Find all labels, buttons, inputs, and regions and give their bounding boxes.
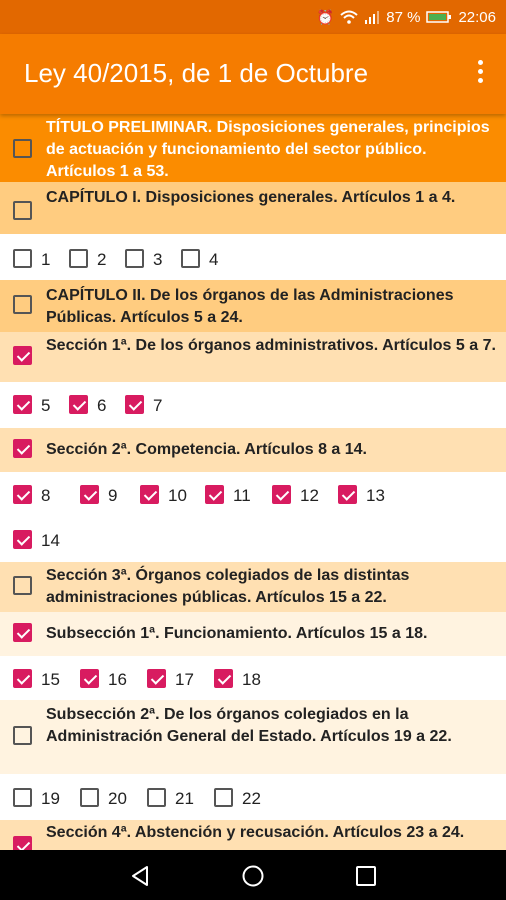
article-number: 18	[242, 670, 261, 689]
row-label: TÍTULO PRELIMINAR. Disposiciones generales, principios de actuación y funcionamiento del sector público. Artículos 1 a 53.	[46, 119, 490, 180]
topics-list[interactable]	[0, 114, 506, 850]
article-number: 17	[175, 670, 194, 689]
row-label: CAPÍTULO I. Disposiciones generales. Artículos 1 a 4.	[46, 189, 456, 206]
article-number: 16	[108, 670, 127, 689]
checkbox[interactable]	[13, 395, 32, 414]
list-row-capitulo[interactable]	[0, 182, 506, 234]
row-label: Subsección 2ª. De los órganos colegiados en la Administración General del Estado. Artículos 19 a 22.	[46, 706, 452, 745]
checkbox[interactable]	[214, 788, 233, 807]
checkbox[interactable]	[13, 249, 32, 268]
list-row-subseccion[interactable]	[0, 700, 506, 774]
checkbox[interactable]	[125, 249, 144, 268]
article-number: 3	[153, 250, 163, 269]
row-label: Sección 1ª. De los órganos administrativos. Artículos 5 a 7.	[46, 337, 496, 354]
article-number: 10	[168, 486, 187, 505]
article-number: 1	[41, 250, 51, 269]
article-number: 12	[300, 486, 319, 505]
row-label: Subsección 1ª. Funcionamiento. Artículos 15 a 18.	[46, 625, 428, 642]
checkbox[interactable]	[140, 485, 159, 504]
back-icon[interactable]	[128, 864, 152, 888]
checkbox[interactable]	[80, 788, 99, 807]
checkbox[interactable]	[13, 346, 32, 365]
row-label: Sección 4ª. Abstención y recusación. Artículos 23 a 24.	[46, 824, 465, 841]
row-label: CAPÍTULO II. De los órganos de las Administraciones Públicas. Artículos 5 a 24.	[46, 287, 454, 326]
checkbox[interactable]	[13, 623, 32, 642]
checkbox[interactable]	[13, 439, 32, 458]
navigation-bar	[0, 850, 506, 900]
checkbox[interactable]	[13, 669, 32, 688]
article-number: 6	[97, 396, 107, 415]
article-number: 5	[41, 396, 51, 415]
battery-percent: 87 %	[386, 8, 421, 26]
list-row-subseccion[interactable]	[0, 612, 506, 656]
status-time: 22:06	[458, 8, 496, 26]
article-number: 13	[366, 486, 385, 505]
checkbox[interactable]	[13, 201, 32, 220]
row-label: Sección 3ª. Órganos colegiados de las distintas administraciones públicas. Artículos 15 a 22.	[46, 567, 410, 606]
list-row-titulo[interactable]	[0, 114, 506, 182]
article-items-row	[0, 234, 506, 280]
article-items-row	[0, 774, 506, 820]
app-title: Ley 40/2015, de 1 de Octubre	[24, 58, 369, 88]
article-number: 8	[41, 486, 51, 505]
checkbox[interactable]	[272, 485, 291, 504]
checkbox[interactable]	[13, 836, 32, 850]
article-number: 14	[41, 531, 60, 550]
checkbox[interactable]	[214, 669, 233, 688]
article-items-row	[0, 472, 506, 562]
checkbox[interactable]	[13, 788, 32, 807]
status-bar	[0, 0, 506, 34]
checkbox[interactable]	[13, 485, 32, 504]
checkbox[interactable]	[181, 249, 200, 268]
home-icon[interactable]	[241, 864, 265, 888]
article-number: 22	[242, 789, 261, 808]
row-label: Sección 2ª. Competencia. Artículos 8 a 14.	[46, 441, 367, 458]
article-number: 15	[41, 670, 60, 689]
article-number: 21	[175, 789, 194, 808]
checkbox[interactable]	[13, 139, 32, 158]
list-row-seccion[interactable]	[0, 332, 506, 382]
checkbox[interactable]	[338, 485, 357, 504]
checkbox[interactable]	[69, 395, 88, 414]
list-row-seccion[interactable]	[0, 562, 506, 612]
list-row-seccion[interactable]	[0, 428, 506, 472]
checkbox[interactable]	[205, 485, 224, 504]
checkbox[interactable]	[13, 295, 32, 314]
signal-icon	[364, 10, 380, 24]
list-row-capitulo[interactable]	[0, 280, 506, 332]
app-bar	[0, 34, 506, 114]
article-number: 2	[97, 250, 107, 269]
article-items-row	[0, 656, 506, 700]
battery-icon	[426, 10, 452, 24]
checkbox[interactable]	[147, 669, 166, 688]
alarm-icon: ⏰	[316, 9, 335, 25]
checkbox[interactable]	[80, 669, 99, 688]
more-vert-icon[interactable]	[476, 60, 484, 88]
checkbox[interactable]	[69, 249, 88, 268]
list-row-seccion[interactable]	[0, 820, 506, 850]
checkbox[interactable]	[80, 485, 99, 504]
article-number: 7	[153, 396, 163, 415]
checkbox[interactable]	[13, 726, 32, 745]
recents-icon[interactable]	[354, 864, 378, 888]
article-number: 20	[108, 789, 127, 808]
article-number: 4	[209, 250, 219, 269]
article-number: 9	[108, 486, 118, 505]
checkbox[interactable]	[13, 530, 32, 549]
wifi-icon	[340, 10, 358, 24]
checkbox[interactable]	[13, 576, 32, 595]
article-number: 11	[233, 486, 251, 505]
article-number: 19	[41, 789, 60, 808]
article-items-row	[0, 382, 506, 428]
checkbox[interactable]	[125, 395, 144, 414]
checkbox[interactable]	[147, 788, 166, 807]
